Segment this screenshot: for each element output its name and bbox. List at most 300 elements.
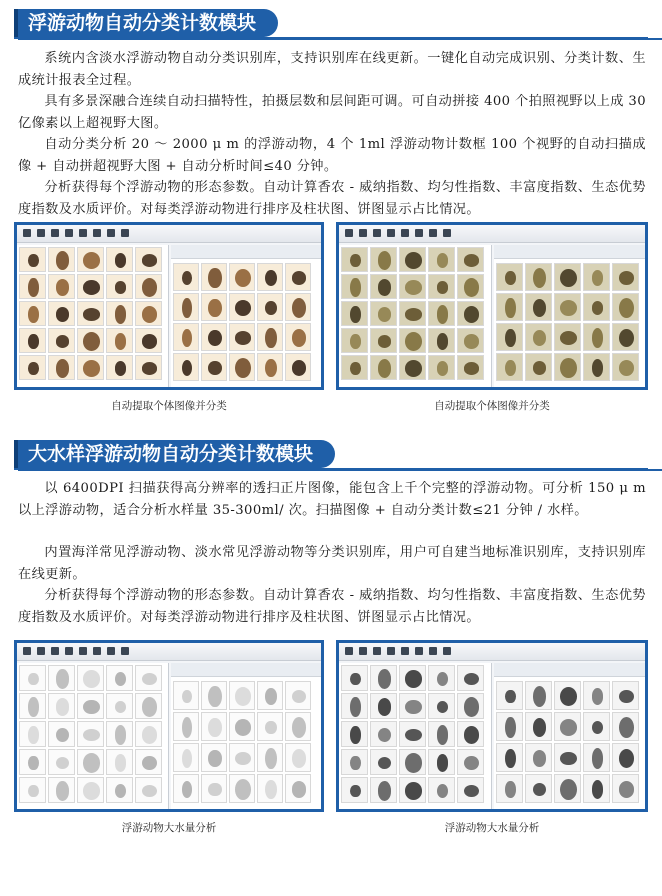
specimen-cell[interactable] [48, 777, 75, 803]
specimen-cell[interactable] [229, 681, 255, 710]
specimen-cell[interactable] [135, 274, 162, 299]
specimen-image [378, 757, 392, 770]
specimen-cell[interactable] [457, 247, 484, 272]
specimen-image [235, 300, 252, 316]
specimen-cell[interactable] [48, 355, 75, 380]
specimen-cell[interactable] [173, 774, 199, 803]
specimen-cell[interactable] [77, 777, 104, 803]
specimen-cell[interactable] [457, 665, 484, 691]
specimen-cell[interactable] [554, 681, 581, 710]
specimen-image [142, 254, 157, 266]
specimen-cell[interactable] [612, 353, 639, 381]
toolbar-icon [107, 647, 115, 655]
specimen-cell[interactable] [19, 328, 46, 353]
specimen-image [437, 253, 449, 267]
specimen-cell[interactable] [341, 693, 368, 719]
toolbar-icon [51, 229, 59, 237]
specimen-cell[interactable] [341, 777, 368, 803]
specimen-cell[interactable] [19, 355, 46, 380]
specimen-image [142, 785, 157, 798]
specimen-image [142, 726, 157, 743]
specimen-image [235, 752, 252, 766]
toolbar-icon [359, 229, 367, 237]
specimen-cell[interactable] [135, 749, 162, 775]
specimen-cell[interactable] [612, 681, 639, 710]
specimen-cell[interactable] [257, 353, 283, 381]
specimen-image [533, 330, 547, 346]
specimen-image [464, 756, 479, 771]
specimen-cell[interactable] [77, 693, 104, 719]
specimen-cell[interactable] [48, 665, 75, 691]
specimen-cell[interactable] [257, 743, 283, 772]
specimen-cell[interactable] [229, 323, 255, 351]
specimen-cell[interactable] [399, 777, 426, 803]
specimen-cell[interactable] [19, 721, 46, 747]
specimen-cell[interactable] [77, 301, 104, 326]
specimen-cell[interactable] [341, 274, 368, 299]
app-toolbar [339, 643, 645, 661]
specimen-cell[interactable] [19, 665, 46, 691]
specimen-image [182, 717, 192, 738]
specimen-cell[interactable] [583, 293, 610, 321]
specimen-image [350, 756, 360, 771]
specimen-cell[interactable] [173, 743, 199, 772]
specimen-image [208, 718, 221, 737]
specimen-cell[interactable] [583, 323, 610, 351]
specimen-image [28, 306, 38, 322]
specimen-cell[interactable] [19, 301, 46, 326]
specimen-cell[interactable] [341, 328, 368, 353]
specimen-cell[interactable] [554, 743, 581, 772]
specimen-cell[interactable] [201, 293, 227, 321]
specimen-cell[interactable] [229, 774, 255, 803]
specimen-image [350, 254, 360, 266]
specimen-cell[interactable] [77, 721, 104, 747]
specimen-cell[interactable] [457, 301, 484, 326]
specimen-cell[interactable] [370, 328, 397, 353]
section1-paragraph-2: 具有多景深融合连续自动扫描特性，拍摄层数和层间距可调。可自动拼接 400 个拍照视野以上成 30 亿像素以上超视野大图。 [18, 94, 646, 131]
specimen-image [378, 335, 392, 347]
specimen-cell[interactable] [106, 247, 133, 272]
specimen-cell[interactable] [428, 749, 455, 775]
image-grid-pane [17, 663, 169, 809]
specimen-image [56, 335, 70, 347]
specimen-image [505, 298, 515, 319]
specimen-image [592, 721, 604, 735]
specimen-image [28, 726, 38, 743]
specimen-image [265, 328, 276, 349]
specimen-cell[interactable] [612, 323, 639, 351]
specimen-cell[interactable] [496, 712, 523, 741]
toolbar-icon [415, 647, 423, 655]
tab-bar [171, 245, 321, 259]
specimen-image [405, 729, 422, 742]
specimen-cell[interactable] [19, 749, 46, 775]
specimen-cell[interactable] [229, 743, 255, 772]
specimen-cell[interactable] [612, 293, 639, 321]
specimen-image [265, 721, 276, 735]
specimen-cell[interactable] [399, 328, 426, 353]
specimen-image [292, 781, 307, 797]
specimen-cell[interactable] [106, 693, 133, 719]
caption-1: 自动提取个体图像并分类 [111, 400, 227, 412]
specimen-cell[interactable] [341, 247, 368, 272]
specimen-image [405, 308, 422, 320]
specimen-image [405, 280, 422, 294]
specimen-cell[interactable] [370, 355, 397, 380]
specimen-cell[interactable] [285, 712, 311, 741]
specimen-image [28, 278, 38, 297]
caption-4: 浮游动物大水量分析 [444, 822, 540, 834]
specimen-image [292, 717, 307, 738]
toolbar-icon [373, 647, 381, 655]
specimen-image [83, 670, 100, 687]
specimen-cell[interactable] [48, 749, 75, 775]
specimen-cell[interactable] [285, 743, 311, 772]
specimen-cell[interactable] [106, 301, 133, 326]
specimen-cell[interactable] [399, 749, 426, 775]
specimen-cell[interactable] [135, 301, 162, 326]
specimen-cell[interactable] [201, 743, 227, 772]
specimen-image [83, 308, 100, 320]
specimen-cell[interactable] [19, 274, 46, 299]
specimen-image [56, 698, 70, 715]
specimen-cell[interactable] [257, 323, 283, 351]
specimen-image [533, 361, 547, 375]
specimen-cell[interactable] [341, 355, 368, 380]
specimen-image [350, 697, 360, 716]
specimen-image [28, 362, 38, 374]
specimen-cell[interactable] [48, 328, 75, 353]
specimen-cell[interactable] [428, 777, 455, 803]
specimen-cell[interactable] [106, 274, 133, 299]
specimen-cell[interactable] [285, 774, 311, 803]
specimen-cell[interactable] [173, 712, 199, 741]
specimen-image [464, 697, 479, 716]
specimen-cell[interactable] [77, 665, 104, 691]
specimen-cell[interactable] [612, 774, 639, 803]
specimen-cell[interactable] [525, 353, 552, 381]
specimen-cell[interactable] [428, 721, 455, 747]
specimen-image [115, 725, 127, 744]
specimen-image [378, 251, 392, 270]
section2-paragraph-1: 以 6400DPI 扫描获得高分辨率的透扫正片图像，能包含上千个完整的浮游动物。可分析 150 μ m 以上浮游动物，适合分析水样量 35-300ml/ 次。扫描图像 + 自动分类计数≤21 分钟 / 水样。 [18, 481, 646, 518]
specimen-image [350, 278, 360, 297]
specimen-cell[interactable] [173, 681, 199, 710]
specimen-cell[interactable] [399, 721, 426, 747]
specimen-image [464, 785, 479, 798]
specimen-cell[interactable] [229, 712, 255, 741]
specimen-image [28, 785, 38, 798]
specimen-image [83, 700, 100, 715]
specimen-image [208, 330, 221, 346]
specimen-image [235, 331, 252, 345]
specimen-cell[interactable] [612, 712, 639, 741]
specimen-cell[interactable] [77, 749, 104, 775]
app-toolbar [339, 225, 645, 243]
specimen-cell[interactable] [525, 323, 552, 351]
specimen-cell[interactable] [554, 712, 581, 741]
specimen-cell[interactable] [173, 353, 199, 381]
specimen-cell[interactable] [583, 743, 610, 772]
specimen-cell[interactable] [48, 693, 75, 719]
image-grid-pane [17, 245, 169, 387]
specimen-cell[interactable] [399, 301, 426, 326]
specimen-cell[interactable] [370, 247, 397, 272]
specimen-image [405, 252, 422, 268]
specimen-cell[interactable] [229, 293, 255, 321]
specimen-image [56, 251, 70, 270]
specimen-cell[interactable] [341, 749, 368, 775]
specimen-image [83, 729, 100, 742]
specimen-cell[interactable] [257, 293, 283, 321]
specimen-image [464, 306, 479, 322]
screenshot-2-zooplankton-classification [336, 222, 648, 390]
specimen-cell[interactable] [135, 247, 162, 272]
specimen-cell[interactable] [525, 712, 552, 741]
toolbar-icon [121, 647, 129, 655]
specimen-cell[interactable] [428, 274, 455, 299]
specimen-cell[interactable] [583, 774, 610, 803]
specimen-cell[interactable] [525, 263, 552, 291]
specimen-cell[interactable] [457, 749, 484, 775]
specimen-cell[interactable] [496, 774, 523, 803]
specimen-cell[interactable] [496, 353, 523, 381]
specimen-image [142, 756, 157, 771]
specimen-cell[interactable] [554, 293, 581, 321]
specimen-cell[interactable] [428, 328, 455, 353]
specimen-image [83, 753, 100, 772]
specimen-cell[interactable] [285, 681, 311, 710]
specimen-cell[interactable] [370, 721, 397, 747]
specimen-cell[interactable] [370, 749, 397, 775]
specimen-cell[interactable] [525, 293, 552, 321]
specimen-cell[interactable] [370, 777, 397, 803]
classified-pane [171, 663, 321, 809]
specimen-image [208, 268, 221, 289]
specimen-cell[interactable] [257, 263, 283, 291]
specimen-image [592, 328, 604, 349]
section-title-1: 浮游动物自动分类计数模块 [14, 9, 278, 37]
specimen-image [437, 361, 449, 375]
specimen-cell[interactable] [201, 323, 227, 351]
toolbar-icon [359, 647, 367, 655]
specimen-cell[interactable] [428, 355, 455, 380]
classified-pane [494, 245, 645, 387]
specimen-cell[interactable] [399, 665, 426, 691]
specimen-cell[interactable] [457, 328, 484, 353]
specimen-cell[interactable] [457, 693, 484, 719]
specimen-cell[interactable] [496, 323, 523, 351]
specimen-cell[interactable] [77, 355, 104, 380]
specimen-image [378, 698, 392, 715]
specimen-cell[interactable] [370, 274, 397, 299]
specimen-cell[interactable] [48, 301, 75, 326]
tab-bar [494, 245, 645, 259]
specimen-cell[interactable] [496, 263, 523, 291]
specimen-cell[interactable] [201, 712, 227, 741]
specimen-cell[interactable] [370, 693, 397, 719]
toolbar-icon [429, 229, 437, 237]
tab-bar [494, 663, 645, 677]
toolbar-icon [345, 647, 353, 655]
specimen-cell[interactable] [135, 355, 162, 380]
specimen-cell[interactable] [201, 353, 227, 381]
section2-paragraph-3: 分析获得每个浮游动物的形态参数。自动计算香农 - 威纳指数、均匀性指数、丰富度指数、生态优势度指数及水质评价。对每类浮游动物进行排序及柱状图、饼图显示占比情况。 [18, 588, 646, 625]
specimen-cell[interactable] [106, 328, 133, 353]
specimen-cell[interactable] [77, 274, 104, 299]
specimen-cell[interactable] [341, 301, 368, 326]
specimen-cell[interactable] [583, 353, 610, 381]
specimen-cell[interactable] [257, 712, 283, 741]
toolbar-icon [121, 229, 129, 237]
specimen-image [437, 784, 449, 799]
specimen-cell[interactable] [19, 693, 46, 719]
specimen-cell[interactable] [19, 777, 46, 803]
specimen-cell[interactable] [554, 323, 581, 351]
specimen-image [378, 728, 392, 743]
specimen-image [208, 783, 221, 797]
specimen-cell[interactable] [496, 743, 523, 772]
toolbar-icon [345, 229, 353, 237]
image-grid-pane [339, 245, 492, 387]
specimen-cell[interactable] [48, 274, 75, 299]
toolbar-icon [65, 229, 73, 237]
specimen-cell[interactable] [554, 774, 581, 803]
specimen-cell[interactable] [554, 353, 581, 381]
specimen-cell[interactable] [341, 721, 368, 747]
specimen-cell[interactable] [583, 712, 610, 741]
specimen-cell[interactable] [457, 777, 484, 803]
toolbar-icon [429, 647, 437, 655]
specimen-image [350, 785, 360, 798]
specimen-cell[interactable] [77, 328, 104, 353]
specimen-cell[interactable] [428, 301, 455, 326]
specimen-cell[interactable] [399, 693, 426, 719]
specimen-image [505, 749, 515, 768]
specimen-image [142, 334, 157, 348]
specimen-cell[interactable] [201, 774, 227, 803]
specimen-cell[interactable] [285, 323, 311, 351]
specimen-image [560, 752, 577, 766]
specimen-cell[interactable] [285, 293, 311, 321]
specimen-image [560, 331, 577, 345]
screenshot-1-zooplankton-classification [14, 222, 324, 390]
specimen-cell[interactable] [135, 693, 162, 719]
specimen-cell[interactable] [106, 665, 133, 691]
specimen-cell[interactable] [399, 355, 426, 380]
specimen-cell[interactable] [229, 353, 255, 381]
specimen-cell[interactable] [201, 263, 227, 291]
specimen-cell[interactable] [77, 247, 104, 272]
specimen-cell[interactable] [370, 301, 397, 326]
specimen-cell[interactable] [525, 681, 552, 710]
specimen-cell[interactable] [48, 721, 75, 747]
specimen-cell[interactable] [173, 323, 199, 351]
specimen-cell[interactable] [370, 665, 397, 691]
specimen-cell[interactable] [428, 665, 455, 691]
specimen-image [235, 269, 252, 287]
specimen-image [265, 688, 276, 704]
specimen-cell[interactable] [285, 263, 311, 291]
specimen-cell[interactable] [135, 721, 162, 747]
image-grid-pane [339, 663, 492, 809]
specimen-cell[interactable] [583, 681, 610, 710]
specimen-cell[interactable] [106, 721, 133, 747]
specimen-cell[interactable] [496, 293, 523, 321]
specimen-cell[interactable] [257, 681, 283, 710]
specimen-image [115, 281, 127, 293]
specimen-cell[interactable] [457, 355, 484, 380]
specimen-cell[interactable] [341, 665, 368, 691]
classified-pane [494, 663, 645, 809]
specimen-cell[interactable] [457, 721, 484, 747]
specimen-cell[interactable] [285, 353, 311, 381]
specimen-cell[interactable] [457, 274, 484, 299]
specimen-cell[interactable] [48, 247, 75, 272]
toolbar-icon [387, 229, 395, 237]
specimen-image [56, 279, 70, 295]
specimen-cell[interactable] [229, 263, 255, 291]
specimen-cell[interactable] [135, 777, 162, 803]
specimen-image [56, 757, 70, 770]
specimen-image [265, 748, 276, 769]
specimen-cell[interactable] [612, 263, 639, 291]
section1-paragraph-1: 系统内含淡水浮游动物自动分类识别库，支持识别库在线更新。一键化自动完成识别、分类计数、生成统计报表全过程。 [18, 51, 646, 88]
specimen-cell[interactable] [554, 263, 581, 291]
specimen-cell[interactable] [428, 693, 455, 719]
specimen-image [28, 697, 38, 716]
specimen-image [405, 360, 422, 376]
specimen-cell[interactable] [612, 743, 639, 772]
specimen-image [533, 718, 547, 737]
specimen-cell[interactable] [135, 328, 162, 353]
specimen-image [560, 687, 577, 706]
specimen-cell[interactable] [173, 263, 199, 291]
toolbar-icon [65, 647, 73, 655]
specimen-cell[interactable] [399, 274, 426, 299]
specimen-cell[interactable] [106, 777, 133, 803]
specimen-cell[interactable] [135, 665, 162, 691]
specimen-cell[interactable] [496, 681, 523, 710]
specimen-cell[interactable] [399, 247, 426, 272]
specimen-cell[interactable] [525, 743, 552, 772]
specimen-cell[interactable] [106, 355, 133, 380]
app-toolbar [17, 643, 321, 661]
specimen-image [505, 781, 515, 797]
specimen-image [83, 332, 100, 351]
specimen-cell[interactable] [173, 293, 199, 321]
specimen-cell[interactable] [257, 774, 283, 803]
toolbar-icon [79, 229, 87, 237]
specimen-image [464, 254, 479, 266]
specimen-cell[interactable] [106, 749, 133, 775]
specimen-cell[interactable] [428, 247, 455, 272]
specimen-cell[interactable] [525, 774, 552, 803]
specimen-image [505, 717, 515, 738]
specimen-cell[interactable] [583, 263, 610, 291]
specimen-image [560, 358, 577, 379]
specimen-image [505, 271, 515, 285]
specimen-image [115, 784, 127, 799]
specimen-image [292, 298, 307, 319]
specimen-image [437, 701, 449, 714]
specimen-image [265, 780, 276, 799]
specimen-cell[interactable] [201, 681, 227, 710]
specimen-image [619, 360, 634, 376]
specimen-cell[interactable] [19, 247, 46, 272]
specimen-image [437, 672, 449, 687]
